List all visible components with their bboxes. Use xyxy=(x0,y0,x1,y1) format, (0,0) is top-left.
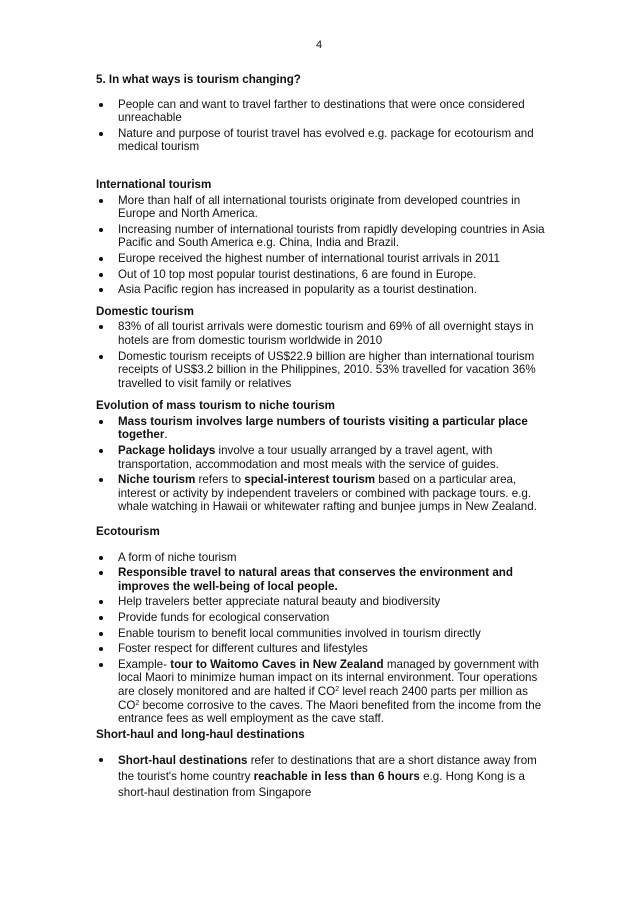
list-item: Provide funds for ecological conservation xyxy=(96,611,546,625)
text-span: become corrosive to the caves. The Maori benefited from the income from the entrance fees as well employment as the cave staff. xyxy=(118,698,542,726)
text-span: level reach 2400 parts per million as CO xyxy=(118,684,528,712)
list-item: Out of 10 top most popular tourist destinations, 6 are found in Europe. xyxy=(96,268,546,282)
list-item: Increasing number of international tourists from rapidly developing countries in Asia Pacific and South America e.g. China, India and Brazil. xyxy=(96,223,546,250)
heading-domestic-tourism: Domestic tourism xyxy=(96,304,194,318)
list-tourism-changing xyxy=(96,98,546,154)
list-short-long-haul xyxy=(96,753,546,801)
page-number: 4 xyxy=(315,39,323,51)
list-item: Nature and purpose of tourist travel has evolved e.g. package for ecotourism and medical tourism xyxy=(96,127,546,154)
list-item xyxy=(96,473,546,514)
list-item xyxy=(96,658,546,726)
list-item xyxy=(96,566,546,593)
list-item: Help travelers better appreciate natural beauty and biodiversity xyxy=(96,595,546,609)
list-ecotourism xyxy=(96,551,546,726)
heading-international-tourism: International tourism xyxy=(96,177,212,191)
subscript-2: 2 xyxy=(335,685,340,693)
heading-tourism-changing: 5. In what ways is tourism changing? xyxy=(96,73,301,86)
six-hours-term: reachable in less than 6 hours xyxy=(253,770,420,784)
list-item: Asia Pacific region has increased in popularity as a tourist destination. xyxy=(96,283,546,297)
list-international-tourism xyxy=(96,194,546,297)
text-span: refers to xyxy=(195,473,245,487)
package-holidays-term: Package holidays xyxy=(118,444,216,458)
list-item xyxy=(96,444,546,471)
text-span: based on a particular area, interest or activity by independent travelers or combined with package tours. e.g. whale watching in Hawaii or whitewater rafting and bunjee jumps in New Zealand. xyxy=(118,473,537,514)
text-span: involve a tour usually arranged by a travel agent, with transportation, accommodation and most meals with the service of guides. xyxy=(118,444,499,471)
list-evolution-tourism xyxy=(96,415,546,514)
heading-evolution-tourism: Evolution of mass tourism to niche tourism xyxy=(96,399,335,413)
text-span: e.g. Hong Kong is a short-haul destination from Singapore xyxy=(118,770,525,800)
heading-short-long-haul: Short-haul and long-haul destinations xyxy=(96,727,305,741)
mass-tourism-term: Mass tourism involves large numbers of tourists visiting a particular place together xyxy=(118,414,528,442)
list-item: Enable tourism to benefit local communities involved in tourism directly xyxy=(96,627,546,641)
list-item: Foster respect for different cultures and lifestyles xyxy=(96,642,546,656)
niche-tourism-term: Niche tourism xyxy=(118,473,196,487)
responsible-travel-text: Responsible travel to natural areas that conserves the environment and improves the well-being of local people. xyxy=(118,566,513,593)
document-body xyxy=(96,73,546,801)
waitomo-caves-term: tour to Waitomo Caves in New Zealand xyxy=(170,657,384,671)
short-haul-term: Short-haul destinations xyxy=(118,754,248,768)
list-item: Domestic tourism receipts of US$22.9 billion are higher than international tourism receipts of US$3.2 billion in the Philippines, 2010. 53% travelled for vacation 36% travelled to visit family or relatives xyxy=(96,350,546,391)
list-domestic-tourism xyxy=(96,320,546,390)
list-item xyxy=(96,415,546,442)
list-item: Europe received the highest number of international tourist arrivals in 2011 xyxy=(96,252,546,266)
special-interest-term: special-interest tourism xyxy=(244,473,376,487)
text-span: . xyxy=(164,428,168,442)
list-item: People can and want to travel farther to destinations that were once considered unreachable xyxy=(96,98,546,125)
list-item: A form of niche tourism xyxy=(96,551,546,565)
heading-ecotourism: Ecotourism xyxy=(96,525,160,539)
text-span: refer to destinations that are a short distance away from the tourist's home country xyxy=(118,754,537,784)
list-item: More than half of all international tourists originate from developed countries in Europe and North America. xyxy=(96,194,546,221)
list-item: 83% of all tourist arrivals were domestic tourism and 69% of all overnight stays in hotels are from domestic tourism worldwide in 2010 xyxy=(96,320,546,347)
subscript-2: 2 xyxy=(135,699,140,707)
list-item xyxy=(96,753,546,801)
text-span: Example- xyxy=(118,657,171,671)
text-span: managed by government with local Maori to minimize human impact on its internal environment. Tour operations are closely monitored and are halted if CO xyxy=(118,657,539,698)
